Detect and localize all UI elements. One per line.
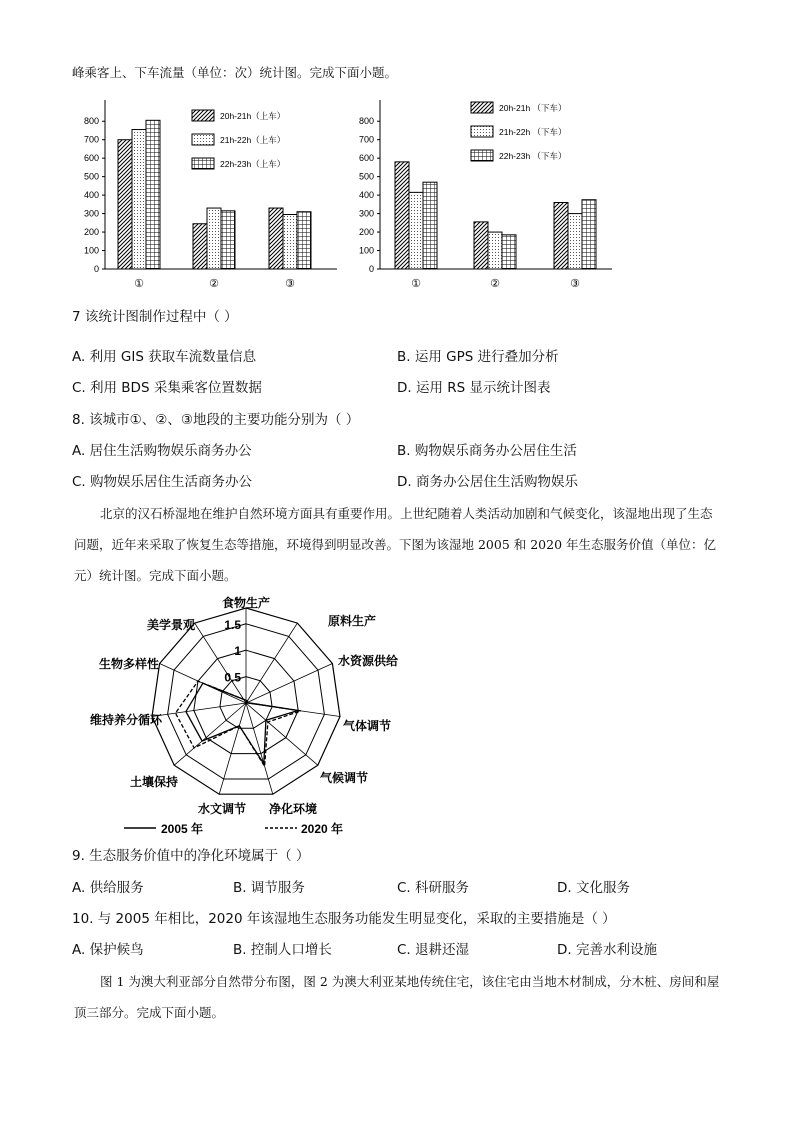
bar <box>582 200 596 269</box>
q7-option-c[interactable]: C. 利用 BDS 采集乘客位置数据 <box>72 380 262 396</box>
bar <box>474 222 488 269</box>
q8-option-a[interactable]: A. 居住生活购物娱乐商务办公 <box>72 443 252 459</box>
legend-swatch <box>471 102 493 113</box>
legend-swatch <box>471 126 493 137</box>
legend-label: 21h-22h （下车） <box>499 127 567 137</box>
bar <box>146 120 160 269</box>
bar-chart-boarding <box>70 92 350 297</box>
axis-label: 气体调节 <box>343 719 392 733</box>
y-tick-label: 700 <box>358 134 374 145</box>
y-tick-label: 800 <box>358 116 374 127</box>
y-tick-label: 100 <box>358 245 374 256</box>
ring-label: 0.5 <box>224 670 241 685</box>
legend-label: 2020 年 <box>301 822 344 836</box>
bar <box>118 140 132 269</box>
q9-option-c[interactable]: C. 科研服务 <box>397 880 470 896</box>
q7-option-d[interactable]: D. 运用 RS 显示统计图表 <box>397 380 551 396</box>
q8-option-c[interactable]: C. 购物娱乐居住生活商务办公 <box>72 474 253 490</box>
bar <box>283 215 297 269</box>
q10-option-c[interactable]: C. 退耕还湿 <box>397 942 470 958</box>
bar <box>409 192 423 269</box>
x-category-label: ① <box>411 278 421 290</box>
bar <box>193 224 207 269</box>
q10-stem: 10. 与 2005 年相比，2020 年该湿地生态服务功能发生明显变化，采取的主要措施是（ ） <box>72 911 616 927</box>
bar <box>488 232 502 269</box>
q8-option-b[interactable]: B. 购物娱乐商务办公居住生活 <box>397 443 577 459</box>
legend-swatch <box>192 158 214 169</box>
y-tick-label: 500 <box>358 171 374 182</box>
y-tick-label: 600 <box>358 153 374 164</box>
ring-label: 1 <box>234 644 241 659</box>
bar <box>568 214 582 269</box>
legend-label: 20h-21h（上车） <box>220 111 286 121</box>
passage-wetland: 北京的汉石桥湿地在维护自然环境方面具有重要作用。上世纪随着人类活动加剧和气候变化，该湿地出现了生态问题，近年来采取了恢复生态等措施，环境得到明显改善。下图为该湿地 2005 和 2020 年生态服务价值（单位：亿元）统计图。完成下面小题。 <box>74 506 717 583</box>
y-tick-label: 700 <box>83 134 99 145</box>
q7-option-a[interactable]: A. 利用 GIS 获取车流数量信息 <box>72 349 257 365</box>
y-tick-label: 300 <box>358 208 374 219</box>
y-tick-label: 200 <box>358 227 374 238</box>
bar <box>269 208 283 269</box>
q10-option-a[interactable]: A. 保护候鸟 <box>72 942 144 958</box>
q10-option-d[interactable]: D. 完善水利设施 <box>557 942 657 958</box>
axis-label: 原料生产 <box>328 614 377 628</box>
radar-chart-ecosystem-value <box>60 592 420 842</box>
y-tick-label: 600 <box>83 153 99 164</box>
axis-label: 维持养分循环 <box>89 713 162 727</box>
radar-spoke <box>174 703 246 765</box>
intro-text: 峰乘客上、下车流量（单位：次）统计图。完成下面小题。 <box>72 65 398 80</box>
bar-chart-alighting <box>350 92 620 297</box>
x-category-label: ③ <box>570 278 580 290</box>
ring-label: 1.5 <box>224 617 241 632</box>
radar-spoke <box>246 703 318 765</box>
bar <box>132 130 146 269</box>
x-category-label: ② <box>490 278 500 290</box>
y-tick-label: 100 <box>83 245 99 256</box>
q9-option-a[interactable]: A. 供给服务 <box>72 880 144 896</box>
bar <box>502 235 516 269</box>
bar <box>221 211 235 269</box>
axis-label: 食物生产 <box>221 596 271 610</box>
x-category-label: ② <box>209 278 219 290</box>
y-tick-label: 500 <box>83 171 99 182</box>
bar <box>207 208 221 269</box>
axis-label: 美学景观 <box>146 618 195 632</box>
q9-stem: 9. 生态服务价值中的净化环境属于（ ） <box>72 848 310 864</box>
legend-swatch <box>192 134 214 145</box>
q8-option-d[interactable]: D. 商务办公居住生活购物娱乐 <box>397 474 578 490</box>
axis-label: 水文调节 <box>197 802 247 816</box>
y-tick-label: 0 <box>368 264 374 274</box>
legend-label: 20h-21h （下车） <box>499 103 567 113</box>
legend-label: 21h-22h（上车） <box>220 135 286 145</box>
series-line <box>186 683 298 764</box>
legend-swatch <box>192 110 214 121</box>
radar-spoke <box>152 703 246 717</box>
q10-option-b[interactable]: B. 控制人口增长 <box>233 942 332 958</box>
q8-stem: 8. 该城市①、②、③地段的主要功能分别为（ ） <box>72 412 360 428</box>
axis-label: 净化环境 <box>268 802 318 816</box>
axis-label: 生物多样性 <box>98 657 159 671</box>
y-tick-label: 200 <box>83 227 99 238</box>
q7-stem: 7 该统计图制作过程中（ ） <box>72 309 238 325</box>
axis-label: 气候调节 <box>320 771 369 785</box>
legend-label: 22h-23h （下车） <box>499 151 567 161</box>
y-tick-label: 400 <box>83 190 99 201</box>
x-category-label: ① <box>134 278 144 290</box>
bar <box>395 162 409 269</box>
y-tick-label: 800 <box>83 116 99 127</box>
q9-option-d[interactable]: D. 文化服务 <box>557 880 630 896</box>
legend-label: 2005 年 <box>161 822 204 836</box>
y-tick-label: 400 <box>358 190 374 201</box>
axis-label: 土壤保持 <box>129 775 178 789</box>
bar <box>554 203 568 269</box>
legend-label: 22h-23h（上车） <box>220 159 286 169</box>
y-tick-label: 0 <box>93 264 99 274</box>
q9-option-b[interactable]: B. 调节服务 <box>233 880 305 896</box>
y-tick-label: 300 <box>83 208 99 219</box>
legend-swatch <box>471 150 493 161</box>
q7-option-b[interactable]: B. 运用 GPS 进行叠加分析 <box>397 349 559 365</box>
passage-australia: 图 1 为澳大利亚部分自然带分布图，图 2 为澳大利亚某地传统住宅，该住宅由当地木材制成，分木桩、房间和屋顶三部分。完成下面小题。 <box>74 974 720 1020</box>
axis-label: 水资源供给 <box>338 654 399 668</box>
x-category-label: ③ <box>285 278 295 290</box>
bar <box>423 182 437 269</box>
bar <box>297 212 311 269</box>
